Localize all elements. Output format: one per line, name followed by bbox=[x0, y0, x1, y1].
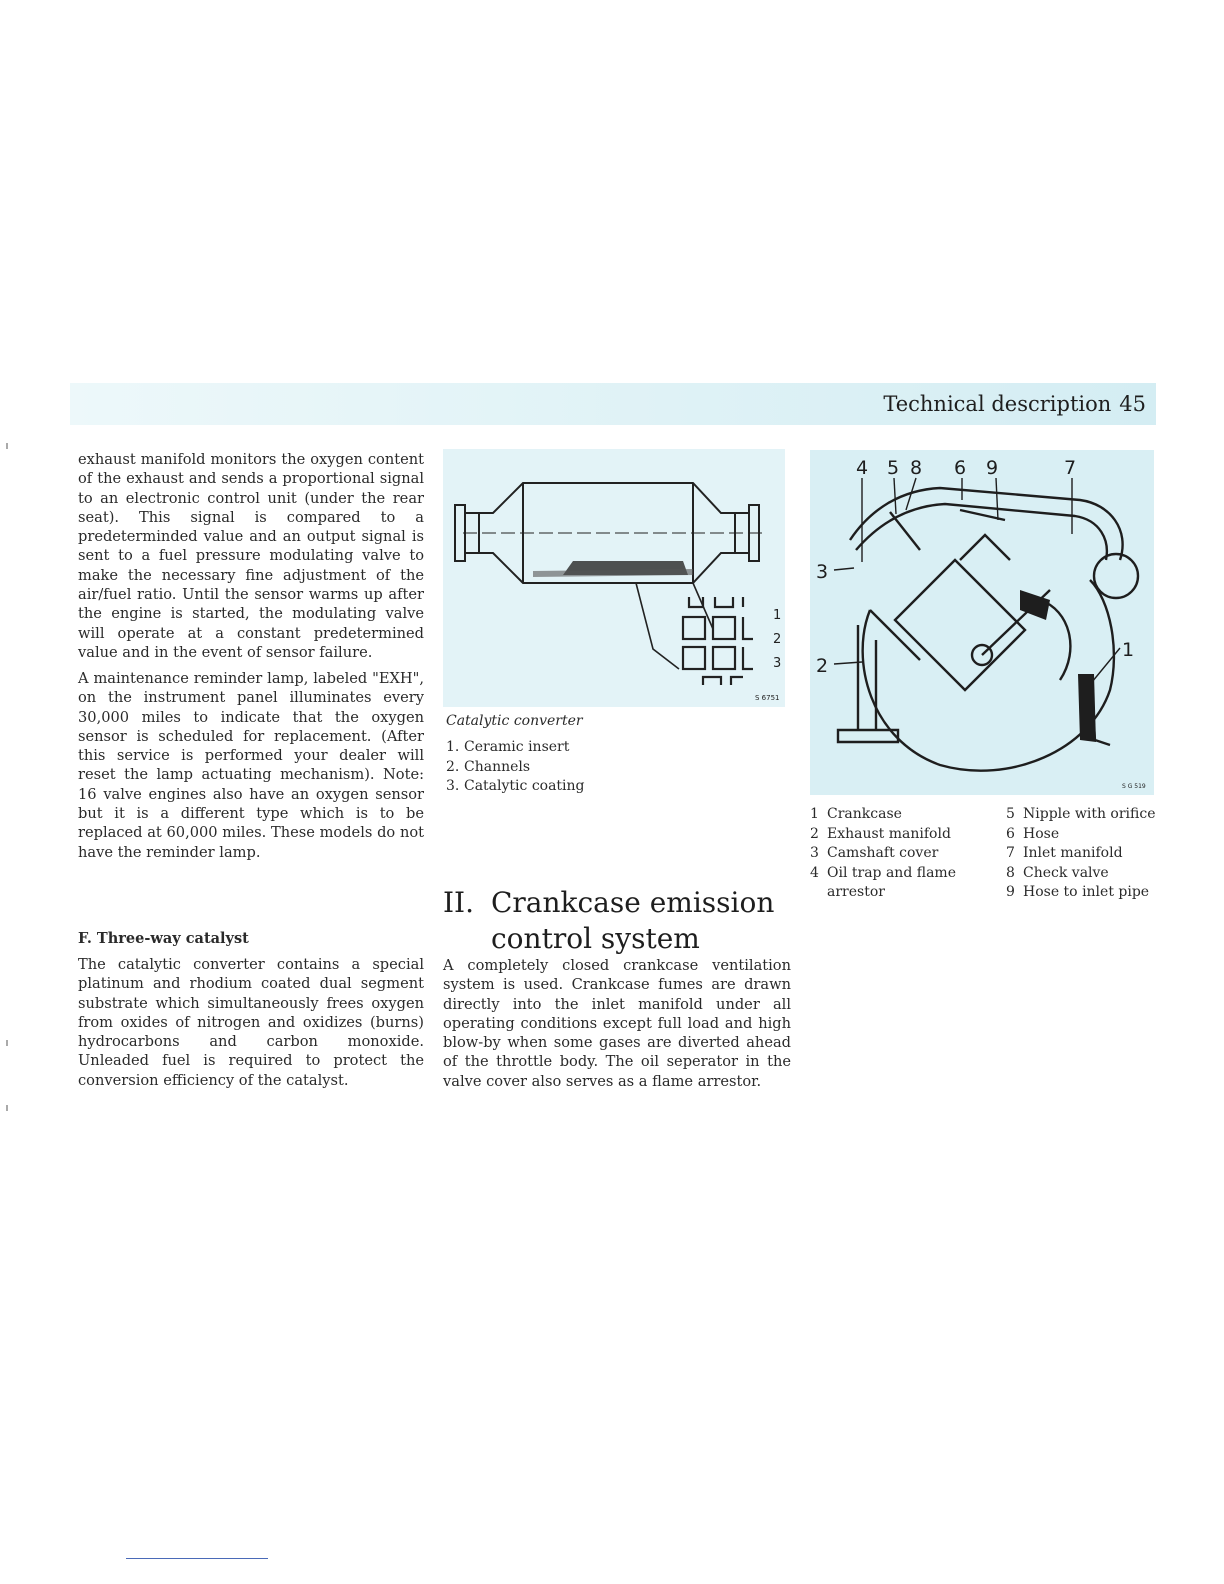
callout-1: 1 bbox=[773, 608, 782, 623]
callout-2: 2 bbox=[773, 632, 782, 647]
legend-item: 6 Hose bbox=[1006, 825, 1060, 842]
figure-legend-left bbox=[810, 805, 990, 903]
legend-item: 7 Inlet manifold bbox=[1006, 845, 1123, 861]
legend-item: 3 Camshaft cover bbox=[810, 845, 939, 861]
running-header bbox=[883, 392, 1146, 416]
crankcase-ventilation-drawing bbox=[810, 450, 1154, 795]
figure-legend-right bbox=[1006, 805, 1166, 903]
margin-mark bbox=[6, 1105, 8, 1111]
section-heading-crankcase-emission: II. Crankcase emission control system bbox=[443, 886, 775, 955]
figure-caption-list bbox=[446, 738, 585, 797]
paragraph-three-way-catalyst: The catalytic converter contains a special platinum and rhodium coated dual segment substrate which simultaneously frees oxygen from oxides of nitrogen and oxidizes (burns) hydrocarbons and carbon monoxide. Unleaded fuel is required to protect the conversion efficiency of the catalyst. bbox=[78, 956, 424, 1089]
crankcase-wall-shade bbox=[1078, 674, 1096, 742]
legend-item: 8 Check valve bbox=[1006, 864, 1109, 881]
section-title: Technical description bbox=[883, 392, 1112, 416]
page-number: 45 bbox=[1119, 392, 1146, 416]
callout-8: 8 bbox=[910, 457, 923, 479]
legend-item: 9 Hose to inlet pipe bbox=[1006, 884, 1150, 900]
section-heading-three-way-catalyst: F. Three-way catalyst bbox=[78, 930, 249, 947]
callout-4: 4 bbox=[856, 457, 869, 479]
callout-3: 3 bbox=[773, 656, 782, 671]
figure-code: S G 519 bbox=[1122, 783, 1146, 790]
caption-item: 3. Catalytic coating bbox=[446, 778, 585, 794]
caption-item: 2. Channels bbox=[446, 758, 531, 775]
legend-item: 4 Oil trap and flame arrestor bbox=[810, 864, 956, 900]
paragraph-crankcase-ventilation: A completely closed crankcase ventilation system is used. Crankcase fumes are drawn directly into the inlet manifold under all operating conditions except full load and high blow-by when some gases are diverted ahead of the throttle body. The oil seperator in the valve cover also serves as a flame arrestor. bbox=[443, 957, 791, 1090]
paragraph-oxygen-sensor: exhaust manifold monitors the oxygen content of the exhaust and sends a proportional signal to an electronic control unit (under the rear seat). This signal is compared to a predeterminded value and an output signal is sent to a fuel pressure modulating valve to make the necessary fine adjustment of the air/fuel ratio. Until the sensor warms up after the engine is started, the modulating valve will operate at a constant predetermined value and in the event of sensor failure. bbox=[78, 451, 424, 661]
catalytic-converter-drawing bbox=[443, 449, 785, 707]
callout-1: 1 bbox=[1122, 639, 1135, 661]
caption-item: 1. Ceramic insert bbox=[446, 739, 570, 755]
callout-2: 2 bbox=[816, 655, 829, 677]
margin-mark bbox=[6, 1040, 8, 1046]
figure-code: S 6751 bbox=[755, 694, 780, 702]
callout-7: 7 bbox=[1064, 457, 1077, 479]
channel-cells bbox=[683, 597, 753, 685]
callout-9: 9 bbox=[986, 457, 999, 479]
margin-mark bbox=[6, 443, 8, 449]
crankcase-ventilation-figure bbox=[810, 450, 1154, 795]
callout-6: 6 bbox=[954, 457, 967, 479]
callout-5: 5 bbox=[887, 457, 900, 479]
legend-item: 2 Exhaust manifold bbox=[810, 825, 951, 842]
callout-3: 3 bbox=[816, 561, 829, 583]
figure-caption-title: Catalytic converter bbox=[446, 713, 583, 729]
paragraph-reminder-lamp: A maintenance reminder lamp, labeled "EXH", on the instrument panel illuminates every 30,000 miles to indicate that the oxygen sensor is scheduled for replacement. (After this service is performed your dealer will reset the lamp actuating mechanism). Note: 16 valve engines also have an oxygen sensor but it is a different type which is to be replaced at 60,000 miles. These models do not have the reminder lamp. bbox=[78, 670, 424, 861]
footer-rule bbox=[126, 1558, 268, 1559]
catalytic-converter-figure bbox=[443, 449, 785, 707]
legend-item: 5 Nipple with orifice bbox=[1006, 806, 1156, 822]
legend-item: 1 Crankcase bbox=[810, 806, 902, 822]
